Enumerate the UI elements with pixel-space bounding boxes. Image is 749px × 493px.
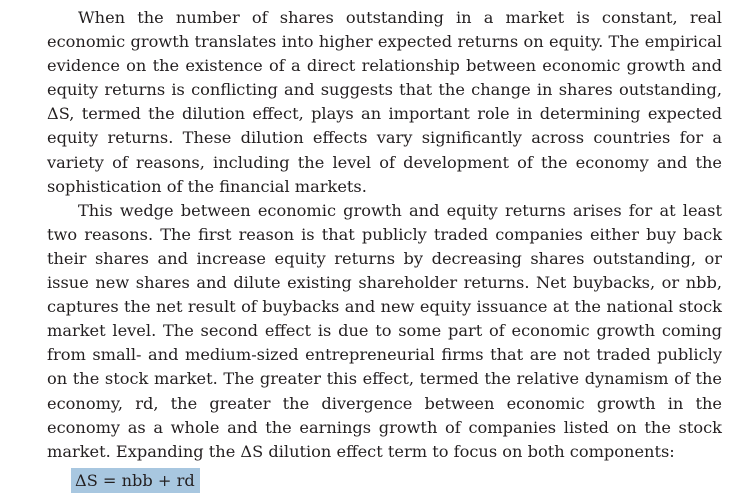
paragraph-growth-wedge: This wedge between economic growth and equity returns arises for at least two reasons. The first reason is that publicly traded companies either buy back their shares and increase equity returns by decreasing shares outstanding, or issue new shares and dilute existing shareholder returns. Net buybacks, or nbb, captures the net result of buybacks and new equity issuance at the national stock market level. The second effect is due to some part of economic growth coming from small- and medium-sized entrepreneurial firms that are not traded publicly on the stock market. The greater this effect, termed the relative dynamism of the economy, rd, the greater the divergence between economic growth in the economy as a whole and the earnings growth of companies listed on the stock market. Expanding the ΔS dilution effect term to focus on both components:	[47, 200, 722, 461]
paragraph-dilution-effect: When the number of shares outstanding in a market is constant, real economic growth translates into higher expected returns on equity. The empirical evidence on the existence of a direct relationship between economic growth and equity returns is conflicting and suggests that the change in shares outstanding, ΔS, termed the dilution effect, plays an important role in determining expected equity returns. These dilution effects vary significantly across countries for a variety of reasons, including the level of development of the economy and the sophistication of the financial markets.	[47, 8, 722, 196]
highlighted-formula: ΔS = nbb + rd	[71, 468, 200, 493]
formula-block	[71, 468, 722, 493]
document-page	[47, 6, 722, 493]
